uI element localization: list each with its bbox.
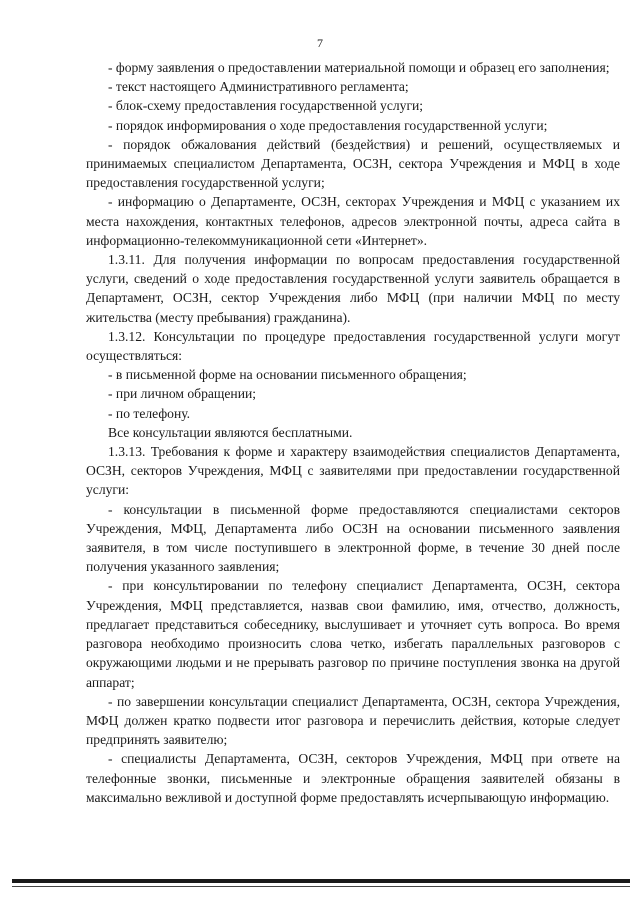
paragraph: - форму заявления о предоставлении материальной помощи и образец его заполнения; [108,60,610,75]
footer-rule [12,879,630,883]
page-number: 7 [317,36,323,50]
paragraph: - консультации в письменной форме предоставляются специалистами секторов Учреждения, МФЦ, Департамента либо ОСЗН на основании письменного заявления заявителя, в том числе поступившего в электронной форме, в течение 30 дней после получения указанного заявления; [86,501,620,575]
paragraph: Все консультации являются бесплатными. [108,424,353,440]
paragraph: - при личном обращении; [108,386,257,402]
paragraph: - блок-схему предоставления государственной услуги; [108,98,424,114]
paragraph: - информацию о Департаменте, ОСЗН, секторах Учреждения и МФЦ с указанием их места нахождения, контактных телефонов, адресов электронной почты, адреса сайта в информационно-телекоммуникационной сети «Интернет». [86,194,620,248]
paragraph: 1.3.13. Требования к форме и характеру взаимодействия специалистов Департамента, ОСЗН, секторов Учреждения, МФЦ с заявителями при предоставлении государственной услуги: [86,444,620,498]
paragraph: - порядок информирования о ходе предоставления государственной услуги; [108,117,548,133]
paragraph: - при консультировании по телефону специалист Департамента, ОСЗН, сектора Учреждения, МФЦ представляется, назвав свои фамилию, имя, отчество, должность, предлагает представиться собеседнику, выслушивает и уточняет суть вопроса. Во время разговора необходимо произносить слова четко, избегать параллельных разговоров с окружающими людьми и не прерывать разговор по причине поступления звонка на другой аппарат; [86,578,620,690]
paragraph: - по завершении консультации специалист Департамента, ОСЗН, сектора Учреждения, МФЦ должен кратко подвести итог разговора и перечислить действия, которые следует предпринять заявителю; [86,693,620,748]
paragraph: - порядок обжалования действий (бездействия) и решений, осуществляемых и принимаемых специалистом Департамента, ОСЗН, сектора Учреждения и МФЦ в ходе предоставления государственной услуги; [86,136,620,191]
paragraph: - текст настоящего Административного регламента; [108,79,409,95]
document-body [86,58,620,807]
paragraph: 1.3.12. Консультации по процедуре предоставления государственной услуги могут осуществляться: [86,328,620,364]
footer-rule-thin [12,886,630,887]
paragraph: - по телефону. [108,405,191,421]
paragraph: 1.3.11. Для получения информации по вопросам предоставления государственной услуги, сведений о ходе предоставления государственной услуги заявитель обращается в Департамент, ОСЗН, сектор Учреждения либо МФЦ (при наличии МФЦ по месту жительства (месту пребывания) гражданина). [86,252,620,325]
paragraph: - специалисты Департамента, ОСЗН, секторов Учреждения, МФЦ при ответе на телефонные звонки, письменные и электронные обращения заявителей обязаны в максимально вежливой и доступной форме предоставлять исчерпывающую информацию. [86,751,620,805]
paragraph: - в письменной форме на основании письменного обращения; [108,367,467,383]
